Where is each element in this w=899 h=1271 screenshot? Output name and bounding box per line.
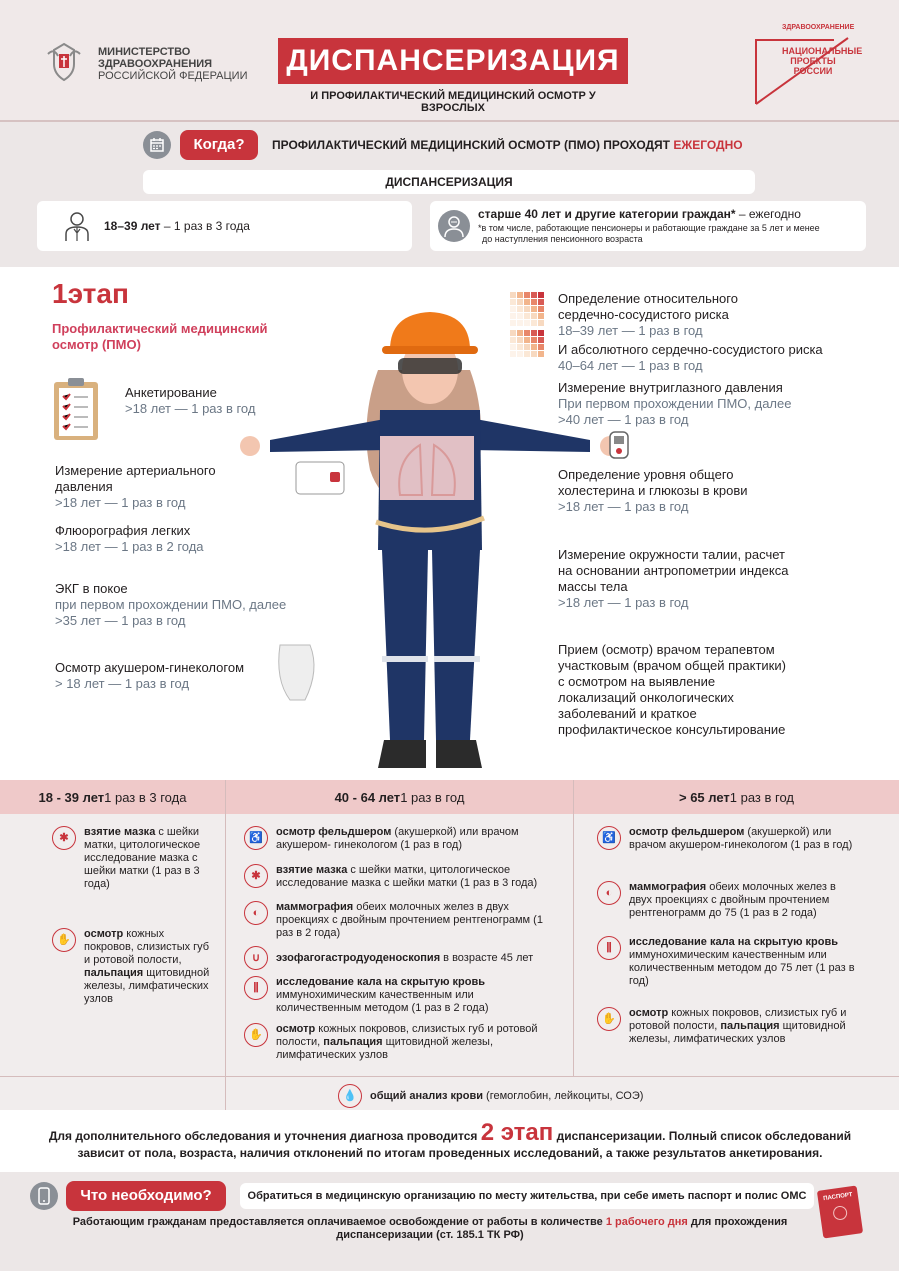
exam-title: Определение уровня общего xyxy=(558,467,734,482)
item-text xyxy=(276,901,554,940)
exam-title: И абсолютного сердечно-сосудистого риска xyxy=(558,342,823,357)
item-rest: (акушеркой) или врачом акушером- гинекологом (1 раз в год) xyxy=(276,826,519,851)
exam-detail: 40–64 лет — 1 раз в год xyxy=(558,358,703,373)
footnote-line: *в том числе, работающие пенсионеры и работающие граждане за 5 лет и менее xyxy=(478,223,820,233)
hand-icon: ✋ xyxy=(597,1007,621,1031)
table-item xyxy=(244,946,554,970)
exam-waist xyxy=(558,547,788,611)
exam-title: участковым (врачом общей практики) xyxy=(558,658,786,673)
item-bold: исследование кала на скрытую кровь xyxy=(276,976,486,988)
tonometer-button xyxy=(330,472,340,482)
mammography-icon: ◐ xyxy=(597,881,621,905)
exam-title: сердечно-сосудистого риска xyxy=(558,307,729,322)
stomach-icon: ∪ xyxy=(244,946,268,970)
old-age: старше 40 лет и другие категории граждан* xyxy=(478,207,736,221)
stage2-text xyxy=(30,1119,870,1162)
item-text xyxy=(629,1007,857,1046)
exam-therapist xyxy=(558,642,786,738)
col-head-18-39 xyxy=(0,780,225,814)
item-rest: обеих молочных желез в двух проекциях с двойным прочтением рентгенограмм (1 раз в 2 года) xyxy=(276,901,543,939)
cell-icon: ✱ xyxy=(244,864,268,888)
item-bold: осмотр xyxy=(629,1007,669,1019)
exam-detail: 18–39 лет — 1 раз в год xyxy=(558,323,703,338)
exam-detail: >18 лет — 1 раз в год xyxy=(558,595,689,610)
exam-detail: >35 лет — 1 раз в год xyxy=(55,613,186,628)
blood-drop-icon: 💧 xyxy=(338,1084,362,1108)
stage2-part: диспансеризации. Полный список обследований xyxy=(553,1129,852,1143)
table-item xyxy=(597,1007,857,1046)
disp-label-bar: ДИСПАНСЕРИЗАЦИЯ xyxy=(143,170,755,194)
col-head-rest: 1 раз в год xyxy=(400,789,465,805)
safety-glasses xyxy=(398,358,462,374)
exam-ecg xyxy=(55,581,286,629)
item-rest: в возрасте 45 лет xyxy=(440,952,534,964)
exam-detail: При первом прохождении ПМО, далее xyxy=(558,396,792,411)
risk-grid-icon xyxy=(510,330,544,364)
item-text xyxy=(629,881,857,920)
passport-icon xyxy=(817,1185,863,1238)
item-text xyxy=(276,946,533,970)
reflective-stripe xyxy=(382,656,428,662)
exam-title: холестерина и глюкозы в крови xyxy=(558,483,748,498)
pmo-heading-line: Профилактический медицинский xyxy=(52,321,268,336)
table-item xyxy=(52,826,212,891)
exam-title: локализаций онкологических xyxy=(558,690,734,705)
table-divider xyxy=(0,1076,899,1077)
when-text-accent: ЕЖЕГОДНО xyxy=(673,138,743,152)
exam-title: ЭКГ в покое xyxy=(55,581,128,596)
table-item xyxy=(244,976,554,1015)
phone-icon xyxy=(30,1182,58,1210)
cell-icon: ✱ xyxy=(52,826,76,850)
item-bold: исследование кала на скрытую кровь xyxy=(629,936,839,948)
exam-gynecologist xyxy=(55,660,244,692)
item-text xyxy=(629,936,857,988)
item-text xyxy=(276,1023,554,1062)
ministry-line: РОССИЙСКОЙ ФЕДЕРАЦИИ xyxy=(98,70,248,82)
national-projects-line: РОССИИ xyxy=(793,66,833,76)
exam-title: с осмотром на выявление xyxy=(558,674,716,689)
passport-label: ПАСПОРТ xyxy=(822,1192,853,1203)
exam-title: Анкетирование xyxy=(125,385,217,400)
work-note xyxy=(40,1216,820,1242)
mammography-icon: ◐ xyxy=(244,901,268,925)
item-text xyxy=(276,976,554,1015)
exam-relative-risk xyxy=(558,291,738,339)
exam-title: заболеваний и краткое xyxy=(558,706,697,721)
table-divider xyxy=(225,780,226,1110)
item-bold: пальпация xyxy=(323,1036,383,1048)
item-bold: пальпация xyxy=(720,1020,780,1032)
medical-chair-icon: ♿ xyxy=(244,826,268,850)
elderly-person-icon xyxy=(438,210,470,242)
table-item xyxy=(244,901,554,940)
item-rest: кожных покровов, слизистых губ и ротовой полости, xyxy=(629,1007,847,1032)
needed-label: Что необходимо? xyxy=(66,1181,226,1211)
ministry-emblem-icon xyxy=(40,40,88,84)
item-bold: осмотр xyxy=(84,928,124,940)
item-text xyxy=(276,864,554,890)
item-text xyxy=(276,826,544,852)
item-bold: маммография xyxy=(276,901,354,913)
exam-title: Измерение внутриглазного давления xyxy=(558,380,783,395)
exam-title: Определение относительного xyxy=(558,291,738,306)
exam-detail: >18 лет — 1 раз в год xyxy=(55,495,186,510)
work-note-part: Работающим гражданам предоставляется оплачиваемое освобождение от работы в количестве xyxy=(72,1216,606,1228)
exam-title: Прием (осмотр) врачом терапевтом xyxy=(558,642,775,657)
item-rest: щитовидной железы, лимфатических узлов xyxy=(276,1036,494,1061)
helmet-brim xyxy=(382,346,478,354)
exam-title: на основании антропометрии индекса xyxy=(558,563,789,578)
exam-detail: >18 лет — 1 раз в 2 года xyxy=(55,539,204,554)
item-rest: с шейки матки, цитологическое исследование мазка с шейки матки (1 раз в 3 года) xyxy=(276,864,538,889)
old-text xyxy=(478,207,801,222)
item-bold: общий анализ крови xyxy=(370,1089,483,1102)
hand-icon: ✋ xyxy=(244,1023,268,1047)
exam-title: массы тела xyxy=(558,579,628,594)
test-tubes-icon: ⫼ xyxy=(597,936,621,960)
table-item xyxy=(244,864,554,890)
young-freq: – 1 раз в 3 года xyxy=(160,219,250,233)
ministry-name xyxy=(98,46,247,82)
item-rest: иммунохимическим качественным или количественным методом (1 раз в 2 года) xyxy=(276,989,489,1014)
exam-title: давления xyxy=(55,479,113,494)
medical-chair-icon: ♿ xyxy=(597,826,621,850)
col-head-40-64 xyxy=(226,780,573,814)
helmet xyxy=(390,312,470,350)
work-note-part: для прохождения xyxy=(687,1216,788,1228)
col-head-rest: 1 раз в год xyxy=(729,789,795,805)
item-text xyxy=(84,928,212,1006)
exam-title: Осмотр акушером-гинекологом xyxy=(55,660,245,675)
item-text xyxy=(629,826,857,852)
item-bold: эзофагогастродуоденоскопия xyxy=(276,952,441,964)
national-projects-line: НАЦИОНАЛЬНЫЕ xyxy=(782,46,863,56)
work-note-line: диспансеризации (ст. 185.1 ТК РФ) xyxy=(336,1229,524,1241)
ministry-line: МИНИСТЕРСТВО xyxy=(98,46,191,58)
item-text xyxy=(84,826,212,891)
item-bold: маммография xyxy=(629,881,707,893)
table-item xyxy=(597,826,857,852)
item-bold: пальпация xyxy=(84,967,144,979)
old-freq: – ежегодно xyxy=(735,207,801,221)
exam-title: профилактическое консультирование xyxy=(558,722,786,737)
item-rest: с шейки матки, цитологическое исследование мазка с шейки матки (1 раз в 3 года) xyxy=(84,826,201,890)
exam-detail: >40 лет — 1 раз в год xyxy=(558,412,689,427)
exam-detail: при первом прохождении ПМО, далее xyxy=(55,597,287,612)
item-bold: взятие мазка xyxy=(84,826,156,838)
work-note-accent: 1 рабочего дня xyxy=(605,1216,688,1228)
col-head-65 xyxy=(574,780,899,814)
right-leg xyxy=(432,550,480,740)
hand-icon: ✋ xyxy=(52,928,76,952)
item-rest: обеих молочных желез в двух проекциях с двойным прочтением рентгенограмм до 75 (1 раз в 2 года) xyxy=(629,881,836,919)
page-subtitle: И ПРОФИЛАКТИЧЕСКИЙ МЕДИЦИНСКИЙ ОСМОТР У ВЗРОСЛЫХ xyxy=(310,90,596,114)
glucometer-icon xyxy=(608,430,630,460)
left-hand xyxy=(240,436,260,456)
footnote-line: до наступления пенсионного возраста xyxy=(482,234,643,244)
work-note-line xyxy=(40,1216,820,1229)
exam-detail: > 18 лет — 1 раз в год xyxy=(55,676,190,691)
stage2-part: Для дополнительного обследования и уточнения диагноза проводится xyxy=(48,1129,481,1143)
when-label: Когда? xyxy=(180,130,258,160)
exam-questionnaire xyxy=(125,385,255,417)
stage1-heading: 1этап xyxy=(52,278,129,309)
person-icon xyxy=(62,210,92,242)
left-leg xyxy=(382,550,428,740)
young-text xyxy=(104,219,250,234)
young-age: 18–39 лет xyxy=(104,219,161,233)
col-head-rest: 1 раз в 3 года xyxy=(104,789,187,805)
col-head-bold: 18 - 39 лет xyxy=(38,789,105,805)
stage2-line: зависит от пола, возраста, наличия отклонений по итогам проведенных исследований, а также результатов анкетирования. xyxy=(77,1146,823,1160)
exam-eye-pressure xyxy=(558,380,791,428)
item-rest: иммунохимическим качественным или количественным методом до 75 лет (1 раз в год) xyxy=(629,949,855,987)
item-bold: осмотр фельдшером xyxy=(629,826,745,838)
calendar-icon xyxy=(143,131,171,159)
right-boot xyxy=(436,740,482,768)
item-text xyxy=(370,1090,643,1103)
item-rest: (гемоглобин, лейкоциты, СОЭ) xyxy=(483,1089,644,1102)
national-projects-text xyxy=(782,46,863,76)
left-arm xyxy=(270,418,390,452)
exam-title: Флюорография легких xyxy=(55,523,191,538)
item-bold: осмотр xyxy=(276,1023,316,1035)
gloves-icon xyxy=(279,645,314,700)
left-boot xyxy=(378,740,426,768)
old-footnote xyxy=(478,223,820,245)
stage2-accent: 2 этап xyxy=(480,1119,554,1146)
ministry-line: ЗДРАВООХРАНЕНИЯ xyxy=(98,58,213,70)
table-divider xyxy=(573,780,574,1076)
exam-absolute-risk xyxy=(558,342,823,374)
lungs-panel xyxy=(380,436,474,500)
pmo-heading-line: осмотр (ПМО) xyxy=(52,337,141,352)
blood-test-row xyxy=(338,1084,758,1108)
table-item xyxy=(597,936,857,988)
table-item xyxy=(244,1023,554,1062)
passport-emblem xyxy=(832,1205,848,1221)
exam-cholesterol xyxy=(558,467,748,515)
stage2-line xyxy=(30,1119,870,1146)
exam-title: Измерение окружности талии, расчет xyxy=(558,547,786,562)
reflective-stripe xyxy=(434,656,480,662)
national-projects-small: ЗДРАВООХРАНЕНИЕ xyxy=(782,24,855,31)
table-item xyxy=(52,928,212,1006)
national-projects-line: ПРОЕКТЫ xyxy=(790,56,836,66)
page-title: ДИСПАНСЕРИЗАЦИЯ xyxy=(278,38,628,84)
needed-text: Обратиться в медицинскую организацию по месту жительства, при себе иметь паспорт и полис ОМС xyxy=(240,1183,814,1209)
item-bold: взятие мазка xyxy=(276,864,348,876)
table-item xyxy=(597,881,857,920)
clipboard-icon xyxy=(52,376,100,442)
item-rest: щитовидной железы, лимфатических узлов xyxy=(84,967,210,1005)
exam-fluorography xyxy=(55,523,204,555)
exam-detail: >18 лет — 1 раз в год xyxy=(558,499,689,514)
item-bold: осмотр фельдшером xyxy=(276,826,392,838)
exam-detail: >18 лет — 1 раз в год xyxy=(125,401,256,416)
item-rest: кожных покровов, слизистых губ и ротовой полости, xyxy=(84,928,210,966)
col-head-bold: > 65 лет xyxy=(678,789,730,805)
test-tubes-icon: ⫼ xyxy=(244,976,268,1000)
when-text xyxy=(272,138,743,152)
item-rest: кожных покровов, слизистых губ и ротовой полости, xyxy=(276,1023,538,1048)
national-projects-logo xyxy=(752,22,862,106)
exam-title: Измерение артериального xyxy=(55,463,216,478)
item-rest: (акушеркой) или врачом акушером-гинекологом (1 раз в год) xyxy=(629,826,853,851)
exam-blood-pressure xyxy=(55,463,216,511)
table-item xyxy=(244,826,544,852)
item-rest: щитовидной железы, лимфатических узлов xyxy=(629,1020,846,1045)
when-text-main: ПРОФИЛАКТИЧЕСКИЙ МЕДИЦИНСКИЙ ОСМОТР (ПМО) ПРОХОДЯТ xyxy=(272,138,670,152)
risk-grid-icon xyxy=(510,292,544,326)
col-head-bold: 40 - 64 лет xyxy=(334,789,401,805)
